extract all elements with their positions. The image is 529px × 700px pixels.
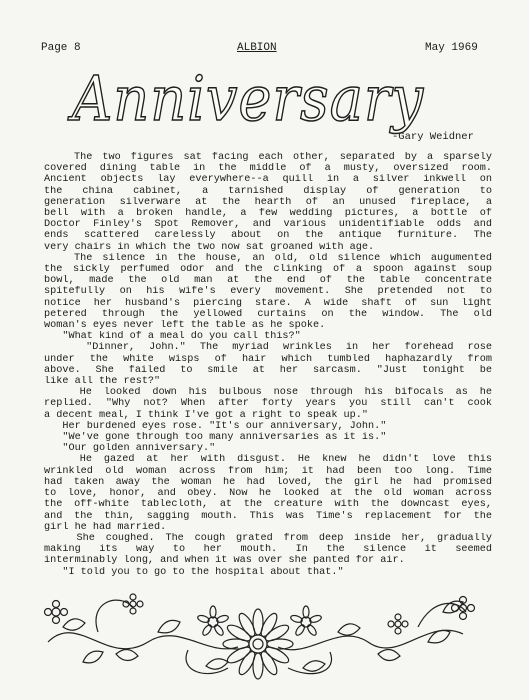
story-title xyxy=(67,58,430,138)
story-line: "Dinner, John." The myriad wrinkles in her forehead rose xyxy=(44,342,492,354)
story-line: bell with a broken handle, a few wedding pictures, a bottle of xyxy=(44,208,492,220)
story-line: the sickly perfumed odor and the clinking of a spoon against soup xyxy=(44,264,492,276)
story-line: covered dining table in the middle of a musty, oversized room. xyxy=(44,163,492,175)
publication-name: ALBION xyxy=(237,42,277,54)
story-line: The two figures sat facing each other, separated by a sparsely xyxy=(44,152,492,163)
story-line: a decent meal, I think I've got a right to speak up." xyxy=(44,409,369,421)
story-line: replied. "Why not? When after forty years you still can't cook xyxy=(44,398,492,410)
story-line: The silence in the house, an old, old silence which augumented xyxy=(44,252,492,264)
author-byline: -Gary Weidner xyxy=(392,131,474,143)
story-line: wrinkled old woman across from him; it had been too long. Time xyxy=(44,465,492,477)
story-line: girl he had married. xyxy=(44,521,167,533)
story-line: "Our golden anniversary." xyxy=(44,443,216,455)
story-line: like all the rest?" xyxy=(44,376,161,388)
story-line: He looked down his bulbous nose through his bifocals as he xyxy=(44,387,492,399)
story-line: to love, honor, and obey. Now he looked at the old woman across xyxy=(44,488,492,500)
story-line: under the white wisps of hair which tumbled haphazardly from xyxy=(44,353,492,365)
story-line: very chairs in which the two now sat groaned with age. xyxy=(44,241,375,253)
story-line: interminably long, and when it was over she panted for air. xyxy=(44,555,405,567)
story-line: spitefully on his wife's every movement. She pretended not to xyxy=(44,286,492,298)
story-line: and the thin, sagging mouth. This was Time's replacement for the xyxy=(44,510,492,522)
story-line: Her burdened eyes rose. "It's our anniversary, John." xyxy=(44,420,387,432)
page-header xyxy=(0,42,529,56)
page-number: Page 8 xyxy=(41,42,81,54)
story-line: the china cabinet, a tarnished display of generation to xyxy=(44,185,492,197)
story-body xyxy=(44,152,492,578)
story-line: the off-white tablecloth, at the creature with the downcast eyes, xyxy=(44,499,492,511)
story-line: "What kind of a meal do you call this?" xyxy=(44,331,301,343)
story-line: generation silverware at the hearth of an unused fireplace, a xyxy=(44,196,492,208)
story-line: above. She failed to smile at her sarcasm. "Just tonight be xyxy=(44,364,492,376)
story-line: "I told you to go to the hospital about that." xyxy=(44,566,344,578)
story-line: "We've gone through too many anniversaries as it is." xyxy=(44,432,387,444)
story-line: petered through the yellowed curtains on the window. The old xyxy=(44,308,492,320)
story-line: She coughed. The cough grated from deep inside her, gradually xyxy=(44,532,492,544)
story-line: making its way to her mouth. In the silence it seemed xyxy=(44,544,492,556)
title-text: Anniversary xyxy=(67,62,425,135)
issue-date: May 1969 xyxy=(425,42,478,54)
story-line: notice her husband's piercing stare. A wide shaft of sun light xyxy=(44,297,492,309)
title-lettering xyxy=(67,58,430,138)
story-line: had taken away the woman he had loved, the girl he had promised xyxy=(44,476,492,488)
story-line: He gazed at her with disgust. He knew he didn't love this xyxy=(44,454,492,466)
floral-ornament xyxy=(38,572,478,684)
floral-vine-illustration xyxy=(38,572,478,684)
story-line: ends scattered carelessly about on the antique furniture. The xyxy=(44,230,492,242)
story-line: bowl, made the old man at the end of the table concentrate xyxy=(44,275,492,287)
story-line: Doctor Finley's Spot Remover, and various unidentifiable odds and xyxy=(44,219,492,231)
story-line: woman's eyes never left the table as he spoke. xyxy=(44,320,326,332)
story-line: Ancient objects lay everywhere--a quill in a silver inkwell on xyxy=(44,174,492,186)
